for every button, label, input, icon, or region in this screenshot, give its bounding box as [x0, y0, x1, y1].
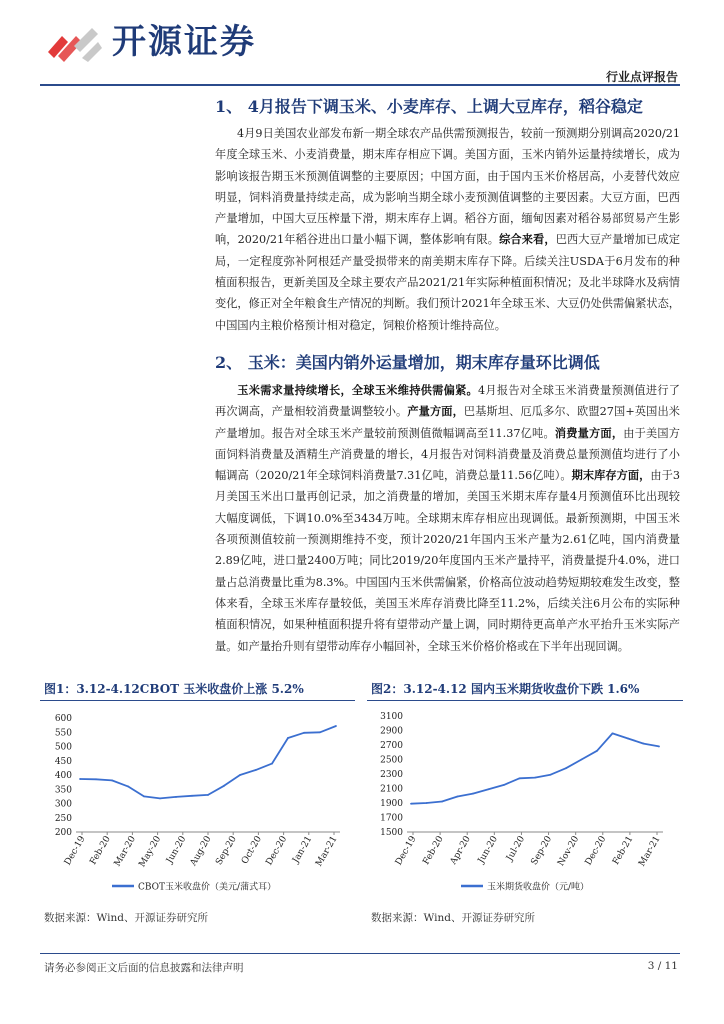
footer-divider [40, 953, 680, 954]
y-tick-label: 450 [54, 756, 72, 767]
data-point [581, 759, 583, 761]
y-tick-label: 1900 [380, 799, 403, 809]
x-tick-label: Apr-20 [448, 834, 473, 867]
section1-heading: 1、 4月报告下调玉米、小麦库存、上调大豆库存，稻谷稳定 [215, 97, 643, 116]
x-tick-label: Mar-20 [112, 834, 138, 869]
y-tick-label: 1700 [380, 813, 403, 824]
section2-paragraph: 玉米需求量持续增长，全球玉米维持供需偏紧。4月报告对全球玉米消费量预测值进行了再次调高，产量相较消费量调整较小。产量方面，巴基斯坦、厄瓜多尔、欧盟27国+英国出米产量增加。报告对全球玉米产量较前预测值微幅调高至11.37亿吨。消费量方面，由于美国方面饲料消费量及酒精生产消费量的增长，4月报告对饲料消费量及消费总量预测值均进行了小幅调高（2020/21年全球饲料消费量7.31亿吨，消费总量11.56亿吨）。期末库存方面，由于3月美国玉米出口量再创记录，加之消费量的增加，美国玉米期末库存量4月预测值环比出现较大幅度调低，下调10.0%至3434万吨。全球期末库存相应出现调低。最新预测期，中国玉米各项预测值较前一预测期维持不变，预计2020/21年国内玉米产量为2.61亿吨，国内消费量2.89亿吨，进口量2400万吨；同比2019/20年度国内玉米产量持平，消费量提升4.0%，进口量占总消费量比重为8.3%。中国国内玉米供需偏紧，价格高位波动趋势短期较难发生改变，整体来看，全球玉米库存量较低，美国玉米库存消费比降至11.2%，后续关注6月公布的实际种植面积情况，如果种植面积提升将有望带动产量上调，同时期待更高单产水平抬升玉米实际产量。如产量抬升则有望带动库存小幅回补，全球玉米价格价格或在下半年出现回调。 [215, 383, 680, 653]
data-point [335, 725, 337, 727]
report-type-label: 行业点评报告 [605, 70, 678, 84]
figure2-title-rule [367, 700, 683, 701]
x-tick-label: Feb-20 [421, 834, 446, 867]
x-tick-label: Mar-21 [637, 834, 663, 869]
data-point [457, 796, 459, 798]
y-tick-label: 300 [54, 799, 72, 810]
footer-disclaimer: 请务必参阅正文后面的信息披露和法律声明 [44, 962, 244, 974]
series-line [411, 733, 659, 803]
x-tick-label: Dec-20 [264, 834, 290, 868]
y-tick-label: 2500 [380, 755, 403, 766]
legend-label: 玉米期货收盘价（元/吨） [487, 882, 590, 893]
figure2-chart [367, 704, 683, 900]
data-point [271, 763, 273, 765]
data-point [79, 778, 81, 780]
data-point [503, 784, 505, 786]
page-number: 3 / 11 [647, 960, 678, 972]
section1-bold-phrase: 综合来看， [499, 232, 556, 247]
section2-heading: 2、 玉米：美国内销外运量增加，期末库存量环比调低 [215, 353, 600, 372]
x-tick-label: Oct-20 [240, 834, 264, 866]
data-point [472, 793, 474, 795]
y-tick-label: 400 [54, 771, 72, 781]
x-tick-label: Dec-20 [583, 834, 609, 868]
y-tick-label: 200 [54, 828, 72, 838]
x-tick-label: Jun-20 [164, 834, 189, 866]
figure1-chart [40, 704, 355, 900]
x-tick-label: Feb-21 [611, 834, 636, 867]
data-point [410, 803, 412, 805]
data-point [534, 777, 536, 779]
y-tick-label: 1500 [380, 828, 403, 838]
data-point [488, 788, 490, 790]
figure2-source: 数据来源：Wind、开源证券研究所 [371, 912, 535, 924]
data-point [255, 769, 257, 771]
brand-logo-icon [44, 22, 104, 66]
x-tick-label: Dec-19 [393, 834, 419, 868]
data-point [95, 778, 97, 780]
data-point [127, 786, 129, 788]
data-point [658, 746, 660, 748]
data-point [159, 797, 161, 799]
data-point [175, 796, 177, 798]
figure1-title-rule [40, 700, 355, 701]
x-tick-label: Mar-21 [314, 834, 340, 869]
x-tick-label: Sep-20 [214, 834, 239, 867]
data-point [565, 767, 567, 769]
y-tick-label: 250 [54, 813, 72, 824]
x-tick-label: Feb-20 [88, 834, 113, 867]
figure1-source: 数据来源：Wind、开源证券研究所 [44, 912, 208, 924]
y-tick-label: 2900 [380, 726, 403, 737]
y-tick-label: 2100 [380, 784, 403, 795]
figure1-title: 图1：3.12-4.12CBOT 玉米收盘价上涨 5.2% [44, 682, 304, 696]
data-point [612, 733, 614, 735]
data-point [223, 785, 225, 787]
y-tick-label: 350 [54, 785, 72, 796]
legend-label: CBOT玉米收盘价（美元/蒲式耳） [138, 882, 277, 893]
header-divider [40, 84, 680, 86]
figure2-title: 图2：3.12-4.12 国内玉米期货收盘价下跌 1.6% [371, 682, 640, 696]
data-point [550, 774, 552, 776]
data-point [239, 774, 241, 776]
y-tick-label: 2300 [380, 770, 403, 780]
data-point [441, 801, 443, 803]
data-point [643, 743, 645, 745]
y-tick-label: 500 [54, 742, 72, 753]
y-tick-label: 550 [54, 728, 72, 739]
y-tick-label: 600 [54, 714, 72, 724]
data-point [143, 795, 145, 797]
series-line [80, 726, 336, 798]
data-point [287, 737, 289, 739]
x-tick-label: Aug-20 [188, 834, 214, 868]
x-tick-label: Jun-20 [476, 834, 500, 866]
x-tick-label: Jul-20 [504, 834, 528, 863]
x-tick-label: Nov-20 [556, 834, 582, 868]
data-point [596, 750, 598, 752]
data-point [207, 794, 209, 796]
x-tick-label: Sep-20 [529, 834, 555, 867]
data-point [627, 738, 629, 740]
data-point [303, 732, 305, 734]
x-tick-label: May-20 [137, 834, 164, 870]
data-point [111, 780, 113, 782]
section1-paragraph: 4月9日美国农业部发布新一期全球农产品供需预测报告，较前一预测期分别调高2020/21年度全球玉米、小麦消费量，期末库存相应下调。美国方面，玉米内销外运量持续增长，成为影响该报告期玉米预测值调整的主要原因；中国方面，由于国内玉米价格居高，小麦替代效应明显，饲料消费量持续走高，成为影响当期全球小麦预测值调整的主要因素。大豆方面，巴西产量增加，中国大豆压榨量下滑，期末库存上调。稻谷方面，缅甸因素对稻谷易部贸易产生影响，2020/21年稻谷进出口量小幅下调，整体影响有限。综合来看，巴西大豆产量增加已成定局，一定程度弥补阿根廷产量受损带来的南美期末库存下降。后续关注USDA于6月发布的种植面积报告，更新美国及全球主要农产品2021/21年实际种植面积情况；及北半球降水及病情变化，修正对全年粮食生产情况的判断。我们预计2021年全球玉米、大豆仍处供需偏紧状态，中国国内主粮价格预计相对稳定，饲粮价格预计维持高位。 [215, 127, 680, 332]
data-point [319, 731, 321, 733]
y-tick-label: 2700 [380, 741, 403, 751]
data-point [519, 777, 521, 779]
x-tick-label: Dec-19 [62, 834, 88, 868]
brand-name: 开源证券 [112, 22, 256, 62]
x-tick-label: Jan-21 [291, 834, 315, 865]
data-point [426, 802, 428, 804]
data-point [191, 795, 193, 797]
y-tick-label: 3100 [380, 712, 403, 722]
